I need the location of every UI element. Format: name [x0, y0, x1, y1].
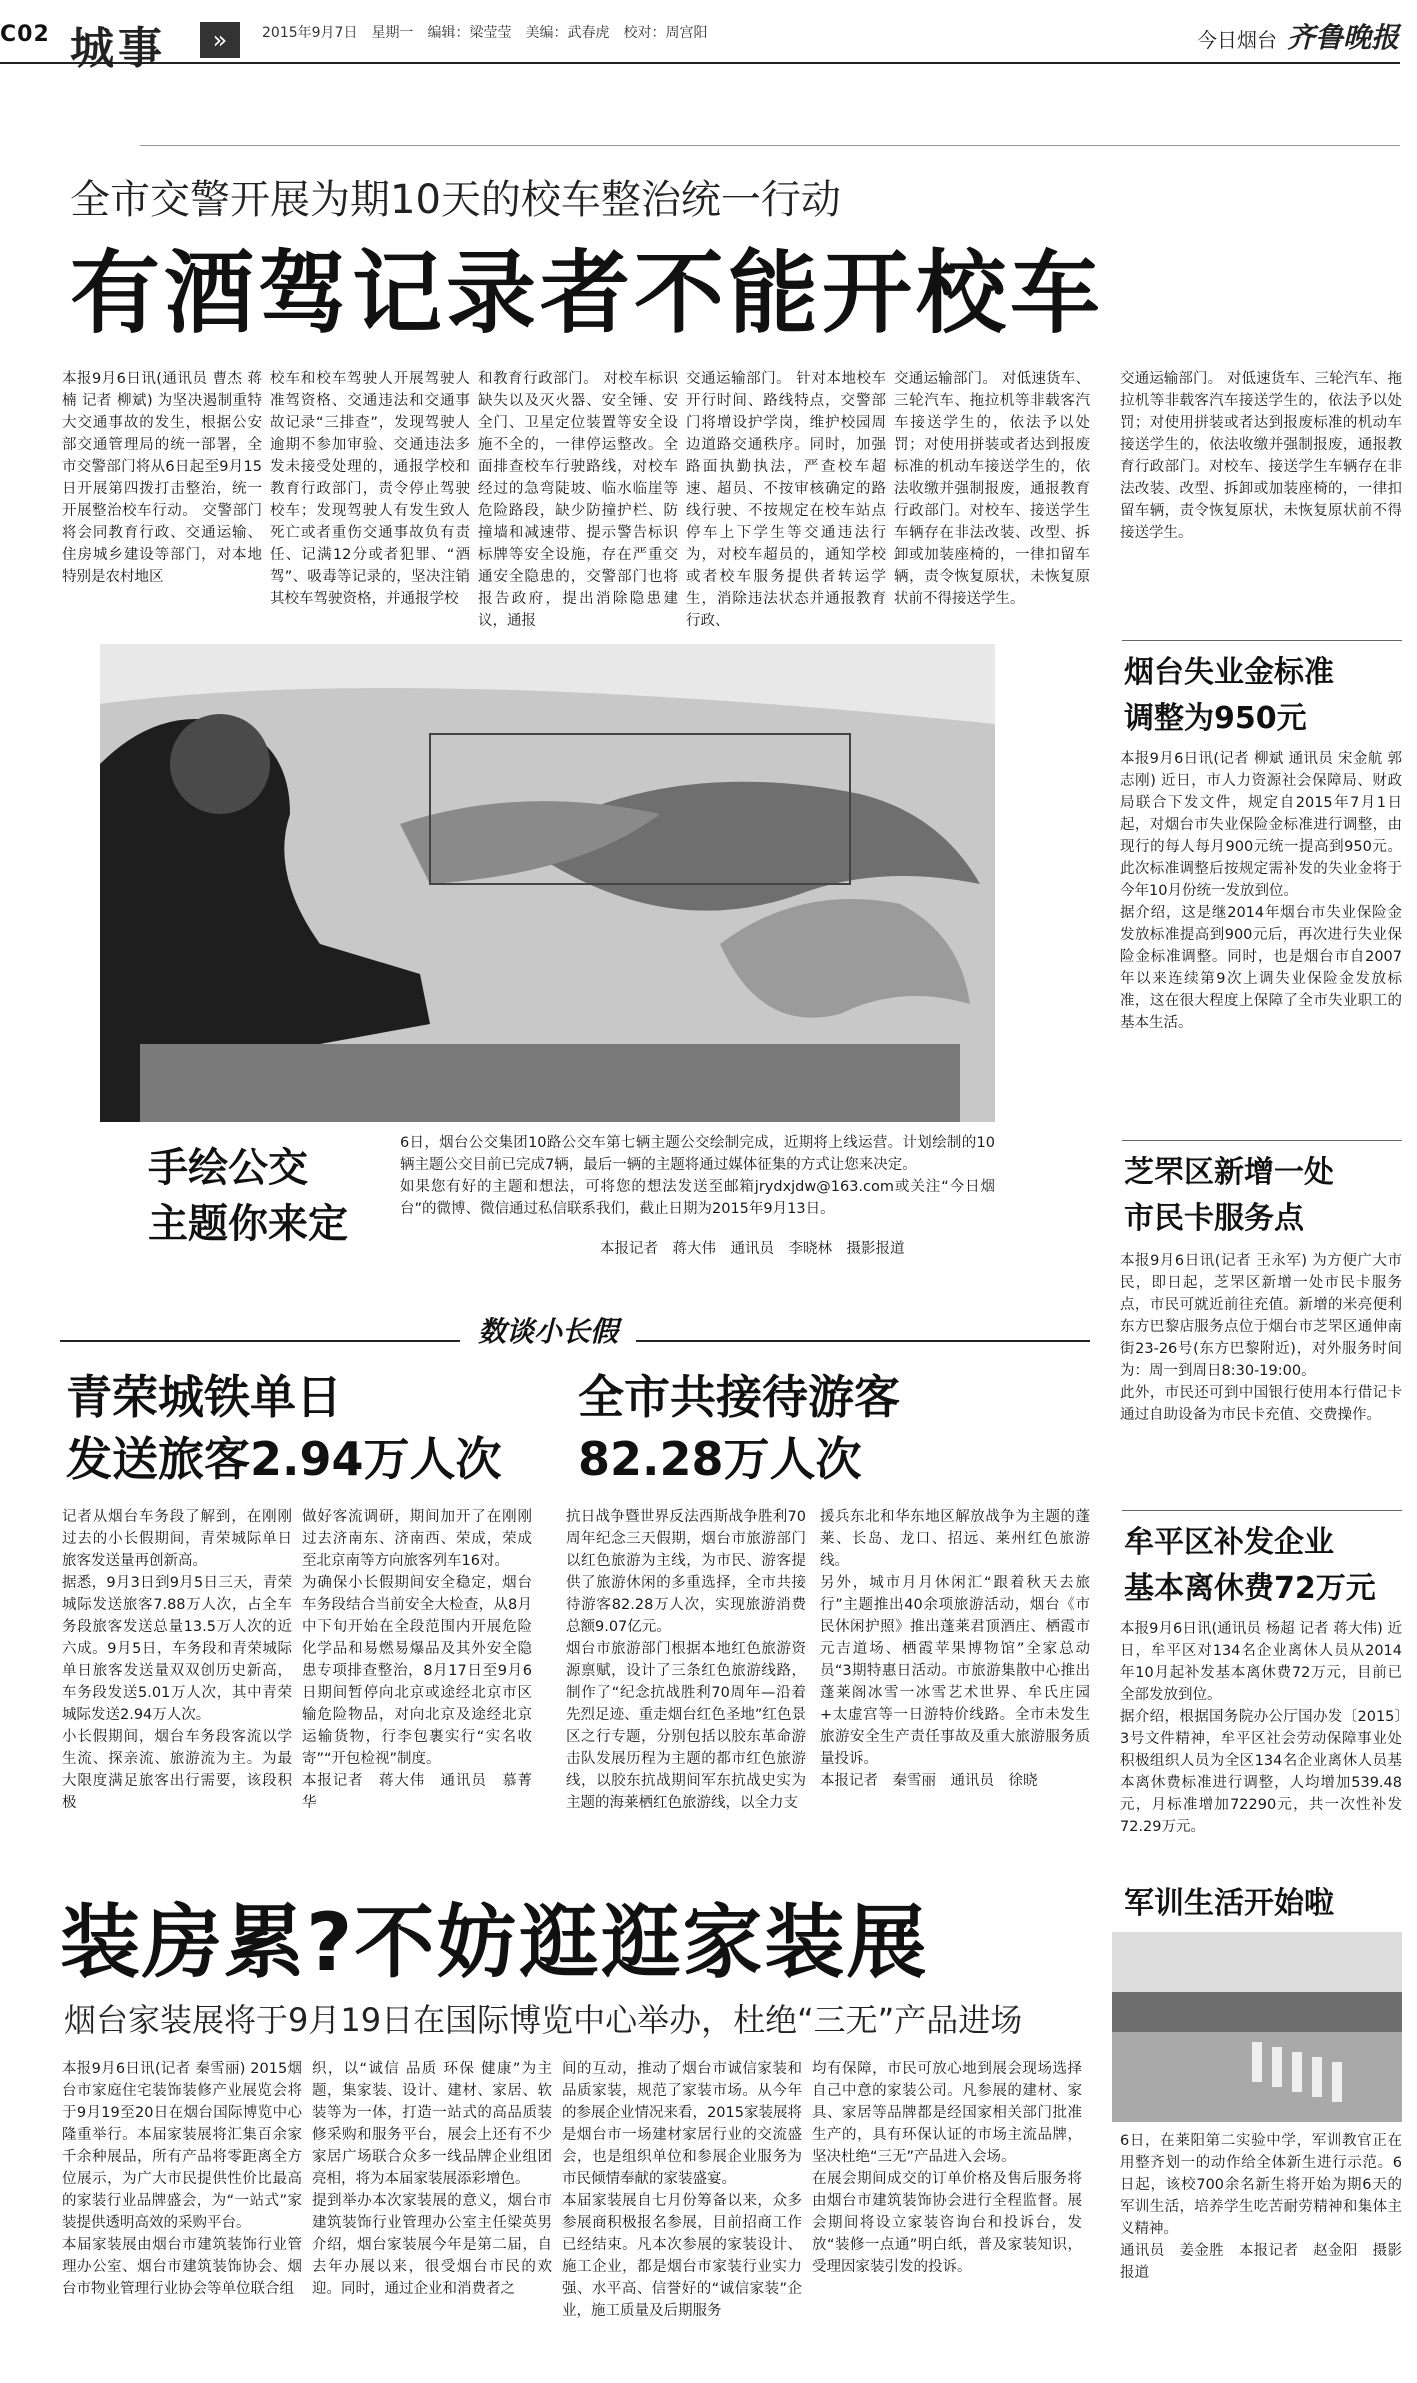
- masthead: [0, 0, 1417, 88]
- section-name: 城事: [70, 23, 166, 74]
- military-drill-illustration: [1112, 1932, 1402, 2122]
- side-story-3-text: 本报9月6日讯(通讯员 杨超 记者 蒋大伟) 近日，牟平区对134名企业离休人员从2014年10月起补发基本离休费72万元，目前已全部发放到位。 据介绍，根据国务院办公厅国办发〔2015〕3号文件精神，牟平区社会劳动保障事业处积极组织人员为全区134名企业离休人员基本离休费标准进行调整，人均增加539.48元，月标准增加72290元，共一次性补发72.29万元。: [1120, 1621, 1402, 1835]
- story-b-column-2: 援兵东北和华东地区解放战争为主题的蓬莱、长岛、龙口、招远、莱州红色旅游线。 另外，城市月月休闲汇“跟着秋天去旅行”主题推出40余项旅游活动，烟台《市民休闲护照》推出蓬莱君顶酒庄、栖霞市元吉道场、栖霞苹果博物馆”全家总动员“3期特惠日活动。市旅游集散中心推出蓬莱阁冰雪一冰雪艺术世界、牟氏庄园+太虚宫等一日游特价线路。全市未发生旅游安全生产责任事故及重大旅游服务质量投诉。 本报记者 秦雪丽 通讯员 徐晓: [820, 1509, 1090, 1789]
- lead-column-2: 校车和校车驾驶人开展驾驶人准驾资格、交通违法和交通事故记录“三排查”，发现驾驶人逾期不参加审验、交通违法多发未接受处理的，通报学校和教育行政部门，责令停止驾驶校车；发现驾驶人有发生致人死亡或者重伤交通事故负有责任、记满12分或者犯罪、“酒驾”、吸毒等记录的，坚决注销其校车驾驶资格，并通报学校: [270, 371, 470, 607]
- story-a-title-line1: 青荣城铁单日: [66, 1370, 342, 1424]
- expo-column-3: 间的互动，推动了烟台市诚信家装和品质家装，规范了家装市场。从今年的参展企业情况来看，2015家装展将是烟台市一场建材家居行业的交流盛会，也是组织单位和参展企业服务为市民倾情奉献的家装盛宴。 本届家装展自七月份筹备以来，众多参展商积极报名参展，目前招商工作已经结束。凡本次参展的家装设计、施工企业，都是烟台市家装行业实力强、水平高、信誉好的“诚信家装”企业，施工质量及后期服务: [562, 2061, 802, 2319]
- military-photo: [1112, 1932, 1402, 2122]
- side-3-title-line1: 牟平区补发企业: [1124, 1525, 1334, 1560]
- side-story-1-title: [1124, 650, 1334, 742]
- lead-column-6: 交通运输部门。 对低速货车、三轮汽车、拖拉机等非载客汽车接送学生的，依法予以处罚；对使用拼装或者达到报废标准的机动车接送学生的，依法收缴并强制报废，通报教育行政部门。对校车、接送学生车辆存在非法改装、改型、拆卸或加装座椅的，一律扣留车辆，责令恢复原状，未恢复原状前不得接送学生。: [1120, 371, 1402, 541]
- bus-painting-photo: [100, 644, 995, 1122]
- photo-title-line2: 主题你来定: [148, 1201, 348, 1247]
- side-divider-1: [1122, 640, 1402, 641]
- side-divider-2: [1122, 1140, 1402, 1141]
- banner-label: 数谈小长假: [460, 1310, 636, 1350]
- paper-title: 今日烟台: [1196, 28, 1277, 52]
- header-divider: [0, 62, 1400, 64]
- photo-caption: 6日，烟台公交集团10路公交车第七辆主题公交绘制完成，近期将上线运营。计划绘制的10辆主题公交目前已完成7辆，最后一辆的主题将通过媒体征集的方式让您来决定。 如果您有好的主题和想法，可将您的想法发送至邮箱jrydxjdw@163.com或关注“今日烟台”的微博、微信通过私信联系我们，截止日期为2015年9月13日。: [400, 1135, 995, 1217]
- expo-column-1: 本报9月6日讯(记者 秦雪丽) 2015烟台市家庭住宅装饰装修产业展览会将于9月19至20日在烟台国际博览中心隆重举行。本届家装展将汇集百余家千余种展品，所有产品将零距离全方位展示，为广大市民提供性价比最高的家装行业品牌盛会，为“一站式”家装提供透明高效的采购平台。 本届家装展由烟台市建筑装饰行业管理办公室、烟台市建筑装饰协会、烟台市物业管理行业协会等单位联合组: [62, 2061, 302, 2297]
- side-3-title-line2: 基本离休费72万元: [1124, 1571, 1376, 1606]
- story-a-column-2: 做好客流调研，期间加开了在刚刚过去济南东、济南西、荣成，荣成至北京南等方向旅客列车16对。 为确保小长假期间安全稳定，烟台车务段结合当前安全大检查，从8月中下旬开始在全段范围内开展危险化学品和易燃易爆品及其外安全隐患专项排查整治，8月17日至9月6日期间暂停向北京或途经北京市区输危险物品，对向北京及途经北京运输货物，行李包裹实行“实名收寄”“开包检视”制度。 本报记者 蒋大伟 通讯员 慕菁华: [302, 1509, 532, 1811]
- military-title: 军训生活开始啦: [1124, 1886, 1334, 1921]
- story-b-title-line2: 82.28万人次: [578, 1432, 862, 1486]
- paper-logo: 齐鲁晚报: [1286, 21, 1399, 54]
- issue-info: 2015年9月7日 星期一 编辑：梁莹莹 美编：武春虎 校对：周宫阳: [262, 25, 708, 41]
- side-1-title-line2: 调整为950元: [1124, 701, 1307, 736]
- photo-title-line1: 手绘公交: [148, 1145, 308, 1191]
- side-story-2-text: 本报9月6日讯(记者 王永军) 为方便广大市民，即日起，芝罘区新增一处市民卡服务点，市民可就近前往充值。新增的米亮便利东方巴黎店服务点位于烟台市芝罘区通伸南街23-26号(东方巴黎附近)，对外服务时间为：周一到周日8:30-19:00。 此外，市民还可到中国银行使用本行借记卡通过自助设备为市民卡充值、交费操作。: [1120, 1253, 1402, 1423]
- lead-headline: 有酒驾记录者不能开校车: [70, 241, 1104, 346]
- story-a-column-1: 记者从烟台车务段了解到，在刚刚过去的小长假期间，青荣城际单日旅客发送量再创新高。 据悉，9月3日到9月5日三天，青荣城际发送旅客7.88万人次，占全车务段旅客发送总量13.5万人次的近六成。9月5日，车务段和青荣城际单日旅客发送量双双创历史新高，车务段发送5.01万人次，其中青荣城际发送2.94万人次。 小长假期间，烟台车务段客流以学生流、探亲流、旅游流为主。为最大限度满足旅客出行需要，该段积极: [62, 1509, 292, 1811]
- bus-painting-illustration: [100, 644, 995, 1122]
- expo-column-4: 均有保障，市民可放心地到展会现场选择自己中意的家装公司。凡参展的建材、家具、家居等品牌都是经国家相关部门批准生产的，具有环保认证的市场主流品牌，坚决杜绝“三无”产品进入会场。 在展会期间成交的订单价格及售后服务将由烟台市建筑装饰协会进行全程监督。展会期间将设立家装咨询台和投诉台，发放“装修一点通”明白纸，普及家装知识，受理因家装引发的投诉。: [812, 2061, 1082, 2275]
- story-b-column-1: 抗日战争暨世界反法西斯战争胜利70周年纪念三天假期，烟台市旅游部门以红色旅游为主线，为市民、游客提供了旅游休闲的多重选择，全市共接待游客82.28万人次，实现旅游消费总额9.07亿元。 烟台市旅游部门根据本地红色旅游资源禀赋，设计了三条红色旅游线路，制作了“纪念抗战胜利70周年—沿着先烈足迹、重走烟台红色圣地”红色景区之行专题，分别包括以胶东革命游击队发展历程为主题的都市红色旅游线，以胶东抗战期间军东抗战史实为主题的海莱栖红色旅游线，以全力支: [566, 1509, 806, 1811]
- page-number: C02: [0, 22, 50, 47]
- expo-subtitle: 烟台家装展将于9月19日在国际博览中心举办，杜绝“三无”产品进场: [64, 2001, 1023, 2039]
- lead-column-1: 本报9月6日讯(通讯员 曹杰 蒋楠 记者 柳斌) 为坚决遏制重特大交通事故的发生，根据公安部交通管理局的统一部署，全市交警部门将从6日起至9月15日开展第四拨打击整治，统一开展整治校车行动。 交警部门将会同教育行政、交通运输、住房城乡建设等部门，对本地特别是农村地区: [62, 371, 262, 585]
- side-2-title-line1: 芝罘区新增一处: [1124, 1155, 1334, 1190]
- lead-column-5: 交通运输部门。 对低速货车、三轮汽车、拖拉机等非载客汽车接送学生的，依法予以处罚；对使用拼装或者达到报废标准的机动车接送学生的，依法收缴并强制报废，通报教育行政部门。对校车、接送学生车辆存在非法改装、改型、拆卸或加装座椅的，一律扣留车辆，责令恢复原状，未恢复原状前不得接送学生。: [894, 371, 1090, 607]
- side-story-3-title: [1124, 1520, 1376, 1612]
- story-a-title-line2: 发送旅客2.94万人次: [66, 1432, 502, 1486]
- side-story-1-text: 本报9月6日讯(记者 柳斌 通讯员 宋金航 郭志刚) 近日，市人力资源社会保障局、财政局联合下发文件，规定自2015年7月1日起，对烟台市失业保险金标准进行调整，由现行的每人每月900元统一提高到950元。此次标准调整后按规定需补发的失业金将于今年10月份统一发放到位。 据介绍，这是继2014年烟台市失业保险金发放标准提高到900元后，再次进行失业保险金标准调整。同时，也是烟台市自2007年以来连续第9次上调失业保险金发放标准，这在很大程度上保障了全市失业职工的基本生活。: [1120, 751, 1402, 1031]
- paper-name: [1197, 16, 1399, 56]
- military-caption: 6日，在莱阳第二实验中学，军训教官正在用整齐划一的动作给全体新生进行示范。6日起，该校700余名新生将开始为期6天的军训生活，培养学生吃苦耐劳精神和集体主义精神。 通讯员 姜金胜 本报记者 赵金阳 摄影报道: [1120, 2133, 1402, 2281]
- expo-column-2: 织，以“诚信 品质 环保 健康”为主题，集家装、设计、建材、家居、软装等为一体，打造一站式的高品质装修采购和服务平台，展会上还有不少家居广场联合众多一线品牌企业组团亮相，将为本届家装展添彩增色。 提到举办本次家装展的意义，烟台市建筑装饰行业管理办公室主任梁英男介绍，烟台家装展今年是第二届，自去年办展以来，很受烟台市民的欢迎。同时，通过企业和消费者之: [312, 2061, 552, 2297]
- story-b-title: [578, 1366, 900, 1490]
- side-2-title-line2: 市民卡服务点: [1124, 1201, 1304, 1236]
- lead-column-4: 交通运输部门。 针对本地校车开行时间、路线特点，交警部门将增设护学岗，维护校园周边道路交通秩序。同时，加强路面执勤执法，严查校车超速、超员、不按审核确定的路线行驶、不按规定在校车站点停车上下学生等交通违法行为，对校车超员的，通知学校或者校车服务提供者转运学生，消除违法状态并通报教育行政、: [686, 371, 886, 628]
- lead-divider: [140, 145, 1400, 146]
- photo-credit: 本报记者 蒋大伟 通讯员 李晓林 摄影报道: [600, 1241, 905, 1257]
- expo-headline: 装房累?不妨逛逛家装展: [60, 1896, 929, 1989]
- lead-subtitle: 全市交警开展为期10天的校车整治统一行动: [70, 177, 841, 223]
- side-story-2-title: [1124, 1150, 1334, 1242]
- lead-column-3: 和教育行政部门。 对校车标识缺失以及灭火器、安全锤、安全门、卫星定位装置等安全设施不全的，一律停运整改。全面排查校车行驶路线，对校车经过的急弯陡坡、临水临崖等危险路段，缺少防撞护栏、防撞墙和减速带、提示警告标识标牌等安全设施，存在严重交通安全隐患的，交警部门也将报告政府，提出消除隐患建议，通报: [478, 371, 678, 628]
- side-divider-3: [1122, 1510, 1402, 1511]
- story-a-title: [66, 1366, 502, 1490]
- story-b-title-line1: 全市共接待游客: [578, 1370, 900, 1424]
- side-1-title-line1: 烟台失业金标准: [1124, 655, 1334, 690]
- section-arrow-icon: »: [200, 22, 240, 58]
- photo-story-title: [148, 1140, 348, 1252]
